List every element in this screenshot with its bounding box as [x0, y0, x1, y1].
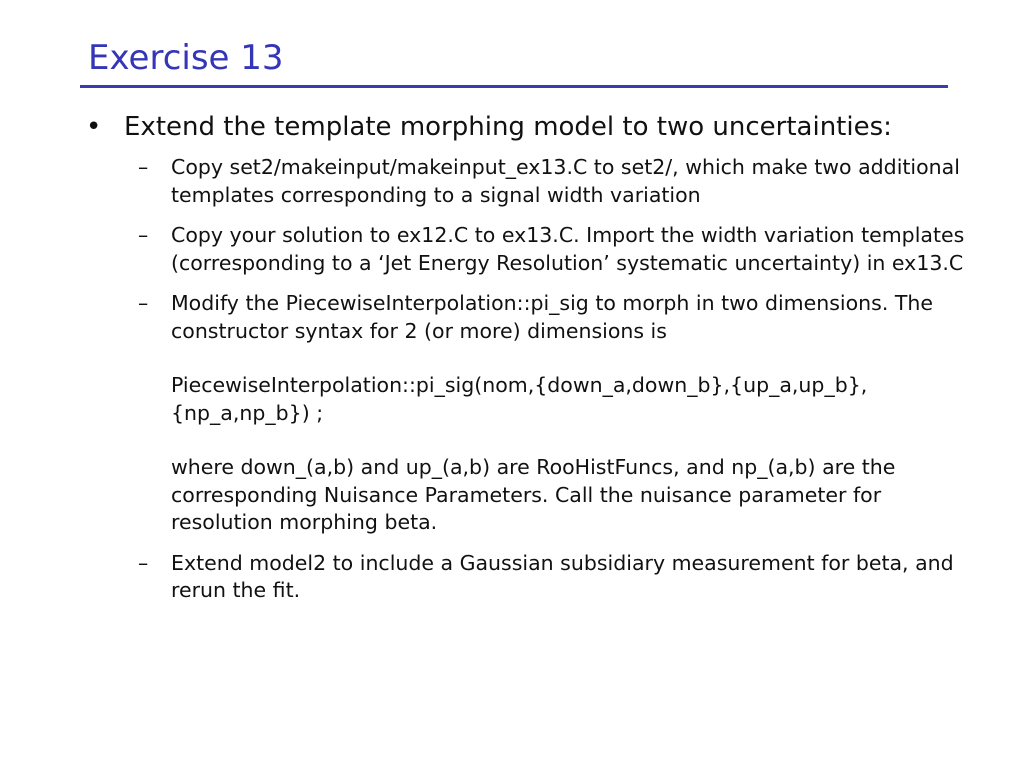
sub-bullet-4-body — [171, 550, 982, 605]
sub-bullet-1-body — [171, 154, 982, 209]
paragraph-gap — [171, 427, 982, 454]
sub-bullet-3 — [138, 290, 982, 537]
constructor-syntax-code: PiecewiseInterpolation::pi_sig(nom,{down_a,down_b},{up_a,up_b},{np_a,np_b}) ; — [171, 373, 868, 425]
sub-bullet-3-intro: Modify the PiecewiseInterpolation::pi_sig to morph in two dimensions. The constructor syntax for 2 (or more) dimensions is — [171, 291, 933, 343]
main-bullet-text: Extend the template morphing model to two uncertainties: — [124, 112, 892, 142]
slide-title: Exercise 13 — [88, 38, 284, 78]
paragraph-gap — [171, 345, 982, 372]
sub-bullet-4-text: Extend model2 to include a Gaussian subsidiary measurement for beta, and rerun the fit. — [171, 550, 954, 602]
sub-bullet-marker: – — [138, 155, 149, 179]
sub-bullet-marker: – — [138, 223, 149, 247]
sub-bullet-3-body — [171, 290, 982, 537]
sub-bullet-2-text: Copy your solution to ex12.C to ex13.C. Import the width variation templates (corresponding to a ‘Jet Energy Resolution’ systematic uncertainty) in ex13.C — [171, 223, 965, 275]
sub-bullet-marker: – — [138, 291, 149, 315]
sub-bullet-1-text: Copy set2/makeinput/makeinput_ex13.C to set2/, which make two additional templates corresponding to a signal width variation — [171, 155, 960, 207]
title-underline — [80, 85, 948, 88]
sub-bullet-3-explanation: where down_(a,b) and up_(a,b) are RooHistFuncs, and np_(a,b) are the corresponding Nuisance Parameters. Call the nuisance parameter for resolution morphing beta. — [171, 455, 896, 534]
sub-bullet-list — [82, 154, 982, 605]
slide-content — [82, 108, 982, 618]
sub-bullet-4 — [138, 550, 982, 605]
sub-bullet-2-body — [171, 222, 982, 277]
sub-bullet-marker: – — [138, 550, 149, 575]
sub-bullet-2 — [138, 222, 982, 277]
bullet-marker: • — [86, 112, 102, 142]
main-bullet — [82, 108, 982, 146]
sub-bullet-1 — [138, 154, 982, 209]
